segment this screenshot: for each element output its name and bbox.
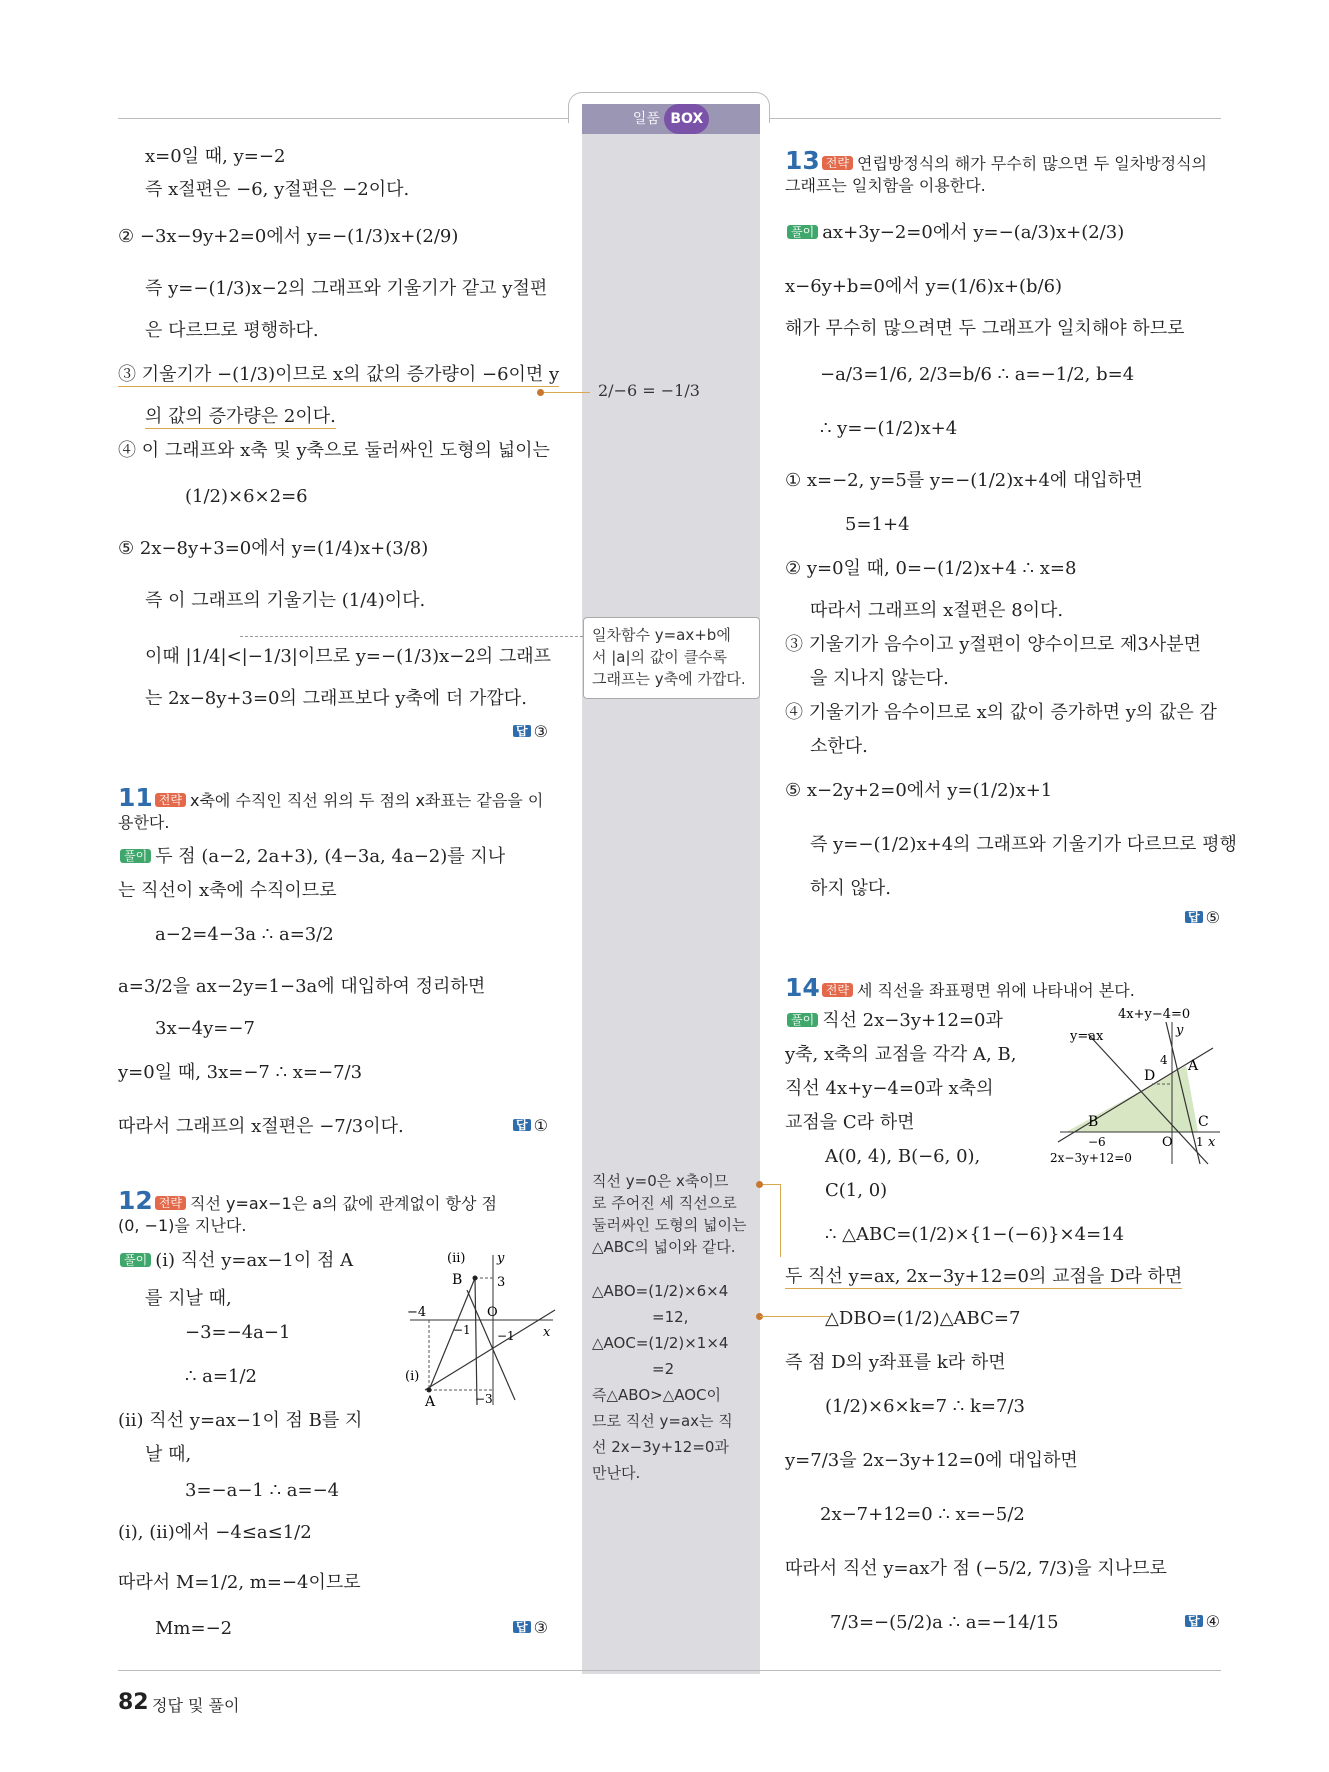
graph-problem-12 <box>405 1250 560 1410</box>
text-line: ④ 이 그래프와 x축 및 y축으로 둘러싸인 도형의 넓이는 <box>118 440 550 461</box>
text-line: 따라서 그래프의 x절편은 8이다. <box>810 600 1064 621</box>
label-o: O <box>487 1305 498 1320</box>
label-minus-1b: −1 <box>497 1329 515 1343</box>
text-line: 소한다. <box>810 736 868 757</box>
text-line: △DBO=(1/2)△ABC=7 <box>825 1308 1021 1329</box>
page-number: 82 <box>118 1690 149 1715</box>
text-line: 는 2x−8y+3=0의 그래프보다 y축에 더 가깝다. <box>145 688 527 709</box>
dashed-connector <box>240 636 583 637</box>
text-line: 하지 않다. <box>810 878 891 899</box>
label-minus-1a: −1 <box>453 1323 471 1337</box>
label-eq2: y=ax <box>1070 1029 1104 1044</box>
label-o: O <box>1162 1135 1173 1150</box>
text-line: 즉 이 그래프의 기울기는 (1/4)이다. <box>145 590 426 611</box>
problem-12-header: 12 전략 직선 y=ax−1은 a의 값에 관계없이 항상 점 <box>118 1186 497 1215</box>
connector-dot <box>537 389 544 396</box>
text-line: 해가 무수히 많으려면 두 그래프가 일치해야 하므로 <box>785 318 1185 339</box>
label-x: x <box>1208 1135 1216 1150</box>
text-line: 3=−a−1 ∴ a=−4 <box>185 1480 340 1501</box>
text-line: x=0일 때, y=−2 <box>145 146 286 167</box>
text-line: −a/3=1/6, 2/3=b/6 ∴ a=−1/2, b=4 <box>820 364 1135 385</box>
text-line: 따라서 그래프의 x절편은 −7/3이다. <box>118 1116 404 1137</box>
text-line: 즉 점 D의 y좌표를 k라 하면 <box>785 1352 1006 1373</box>
text-line: 7/3=−(5/2)a ∴ a=−14/15 <box>830 1612 1059 1633</box>
answer-13: 답 ⑤ <box>1185 910 1220 926</box>
connector-dot-2 <box>756 1181 763 1188</box>
text-line: x−6y+b=0에서 y=(1/6)x+(b/6) <box>785 276 1063 297</box>
footer-rule <box>118 1670 1221 1671</box>
label-a: A <box>1188 1058 1199 1074</box>
text-line: Mm=−2 <box>155 1618 233 1639</box>
label-x: x <box>543 1325 551 1340</box>
solution-line: 풀이 (i) 직선 y=ax−1이 점 A <box>118 1252 353 1270</box>
connector-3 <box>760 1316 830 1317</box>
label-1: 1 <box>1196 1135 1204 1149</box>
note-2: 직선 y=0은 x축이므 로 주어진 세 직선으로 둘러싸인 도형의 넓이는 △ABC의 넓이와 같다. <box>592 1172 747 1256</box>
line-through-b <box>475 1278 477 1405</box>
underlined-line: ③ 기울기가 −(1/3)이므로 x의 값의 증가량이 −6이면 y <box>118 364 560 385</box>
text-line: ∴ a=1/2 <box>185 1366 257 1387</box>
line-i <box>425 1310 555 1390</box>
underlined-line: 두 직선 y=ax, 2x−3y+12=0의 교점을 D라 하면 <box>785 1266 1183 1287</box>
label-y: y <box>1176 1023 1184 1038</box>
box-header: 일품 BOX <box>582 104 760 134</box>
text-line: 5=1+4 <box>845 514 910 535</box>
text-line: ③ 기울기가 음수이고 y절편이 양수이므로 제3사분면 <box>785 634 1201 655</box>
label-4: 4 <box>1160 1053 1168 1067</box>
note-1: 일차함수 y=ax+b에 서 |a|의 값이 클수록 그래프는 y축에 가깝다. <box>592 626 746 688</box>
text-line: a−2=4−3a ∴ a=3/2 <box>155 924 334 945</box>
text-line: 교점을 C라 하면 <box>785 1112 915 1133</box>
text-line: a=3/2을 ax−2y=1−3a에 대입하여 정리하면 <box>118 976 486 997</box>
label-d: D <box>1144 1068 1156 1084</box>
strategy-line: 용한다. <box>118 813 170 832</box>
text-line: y=0일 때, 3x=−7 ∴ x=−7/3 <box>118 1062 363 1083</box>
text-line: ⑤ x−2y+2=0에서 y=(1/2)x+1 <box>785 780 1053 801</box>
answer-12: 답 ③ <box>513 1620 548 1636</box>
text-line: −3=−4a−1 <box>185 1322 291 1343</box>
note-3: △ABO=(1/2)×6×4 =12, △AOC=(1/2)×1×4 =2 즉△ABO>△AOC이 므로 직선 y=ax는 직 선 2x−3y+12=0과 만난다. <box>592 1282 733 1482</box>
text-line: 를 지날 때, <box>145 1288 232 1309</box>
answer-14: 답 ④ <box>1185 1614 1220 1630</box>
underlined-line: 의 값의 증가량은 2이다. <box>145 406 336 427</box>
text-line: 직선 4x+y−4=0과 x축의 <box>785 1078 994 1099</box>
label-minus-3: −3 <box>475 1392 493 1406</box>
text-line: ④ 기울기가 음수이므로 x의 값이 증가하면 y의 값은 감 <box>785 702 1217 723</box>
text-line: 은 다르므로 평행하다. <box>145 320 319 341</box>
label-a: A <box>425 1394 436 1410</box>
page-label: 정답 및 풀이 <box>152 1696 240 1715</box>
label-minus-4: −4 <box>407 1305 427 1320</box>
text-line: (ii) 직선 y=ax−1이 점 B를 지 <box>118 1410 363 1431</box>
text-line: y축, x축의 교점을 각각 A, B, <box>785 1044 1017 1065</box>
text-line: y=7/3을 2x−3y+12=0에 대입하면 <box>785 1450 1078 1471</box>
text-line: ∴ △ABC=(1/2)×{1−(−6)}×4=14 <box>825 1224 1125 1245</box>
text-line: 3x−4y=−7 <box>155 1018 255 1039</box>
label-ii: (ii) <box>447 1251 466 1266</box>
text-line: 따라서 M=1/2, m=−4이므로 <box>118 1572 361 1593</box>
answer-10: 답 ③ <box>513 724 548 740</box>
problem-11-header: 11 전략 x축에 수직인 직선 위의 두 점의 x좌표는 같음을 이 <box>118 783 544 812</box>
text-line: (i), (ii)에서 −4≤a≤1/2 <box>118 1522 312 1543</box>
text-line: 따라서 직선 y=ax가 점 (−5/2, 7/3)을 지나므로 <box>785 1558 1167 1579</box>
text-line: ∴ y=−(1/2)x+4 <box>820 418 958 439</box>
fraction-note: 2/−6 = −1/3 <box>598 381 700 400</box>
text-line: 즉 y=−(1/3)x−2의 그래프와 기울기가 같고 y절편 <box>145 278 548 299</box>
solution-line: 풀이 ax+3y−2=0에서 y=−(a/3)x+(2/3) <box>785 224 1124 242</box>
connector-2 <box>760 1184 781 1257</box>
strategy-line: (0, −1)을 지난다. <box>118 1216 247 1235</box>
point-a <box>427 1388 432 1393</box>
text-line: ⑤ 2x−8y+3=0에서 y=(1/4)x+(3/8) <box>118 538 429 559</box>
graph-problem-14 <box>1048 1004 1223 1169</box>
text-line: ② −3x−9y+2=0에서 y=−(1/3)x+(2/9) <box>118 226 459 247</box>
problem-13-header: 13 전략 연립방정식의 해가 무수히 많으면 두 일차방정식의 <box>785 146 1207 175</box>
label-eq1: 4x+y−4=0 <box>1118 1007 1191 1022</box>
text-line: C(1, 0) <box>825 1180 888 1201</box>
label-minus-6: −6 <box>1088 1135 1106 1149</box>
text-line: 날 때, <box>145 1444 192 1465</box>
text-line: 즉 y=−(1/2)x+4의 그래프와 기울기가 다르므로 평행 <box>810 834 1237 855</box>
text-line: 즉 x절편은 −6, y절편은 −2이다. <box>145 179 410 200</box>
strategy-line: 그래프는 일치함을 이용한다. <box>785 176 986 195</box>
solution-line: 풀이 두 점 (a−2, 2a+3), (4−3a, 4a−2)를 지나 <box>118 848 505 866</box>
problem-14-header: 14 전략 세 직선을 좌표평면 위에 나타내어 본다. <box>785 973 1135 1002</box>
text-line: (1/2)×6×2=6 <box>185 486 308 507</box>
point-b <box>473 1276 478 1281</box>
solution-line: 풀이 직선 2x−3y+12=0과 <box>785 1012 1003 1030</box>
connector-line <box>540 392 590 393</box>
answer-11: 답 ① <box>513 1118 548 1134</box>
label-b: B <box>1088 1114 1099 1130</box>
text-line: 는 직선이 x축에 수직이므로 <box>118 880 337 901</box>
text-line: 을 지나지 않는다. <box>810 668 949 689</box>
label-i: (i) <box>405 1369 420 1384</box>
text-line: ① x=−2, y=5를 y=−(1/2)x+4에 대입하면 <box>785 470 1143 491</box>
label-3: 3 <box>497 1275 506 1290</box>
text-line: (1/2)×6×k=7 ∴ k=7/3 <box>825 1396 1025 1417</box>
text-line: ② y=0일 때, 0=−(1/2)x+4 ∴ x=8 <box>785 558 1077 579</box>
label-b: B <box>452 1272 463 1288</box>
text-line: 2x−7+12=0 ∴ x=−5/2 <box>820 1504 1025 1525</box>
box-badge: BOX <box>664 104 709 134</box>
text-line: A(0, 4), B(−6, 0), <box>825 1146 981 1167</box>
label-eq3: 2x−3y+12=0 <box>1050 1151 1132 1165</box>
text-line: 이때 |1/4|<|−1/3|이므로 y=−(1/3)x−2의 그래프 <box>145 646 552 667</box>
label-y: y <box>497 1251 505 1266</box>
label-c: C <box>1198 1114 1209 1130</box>
